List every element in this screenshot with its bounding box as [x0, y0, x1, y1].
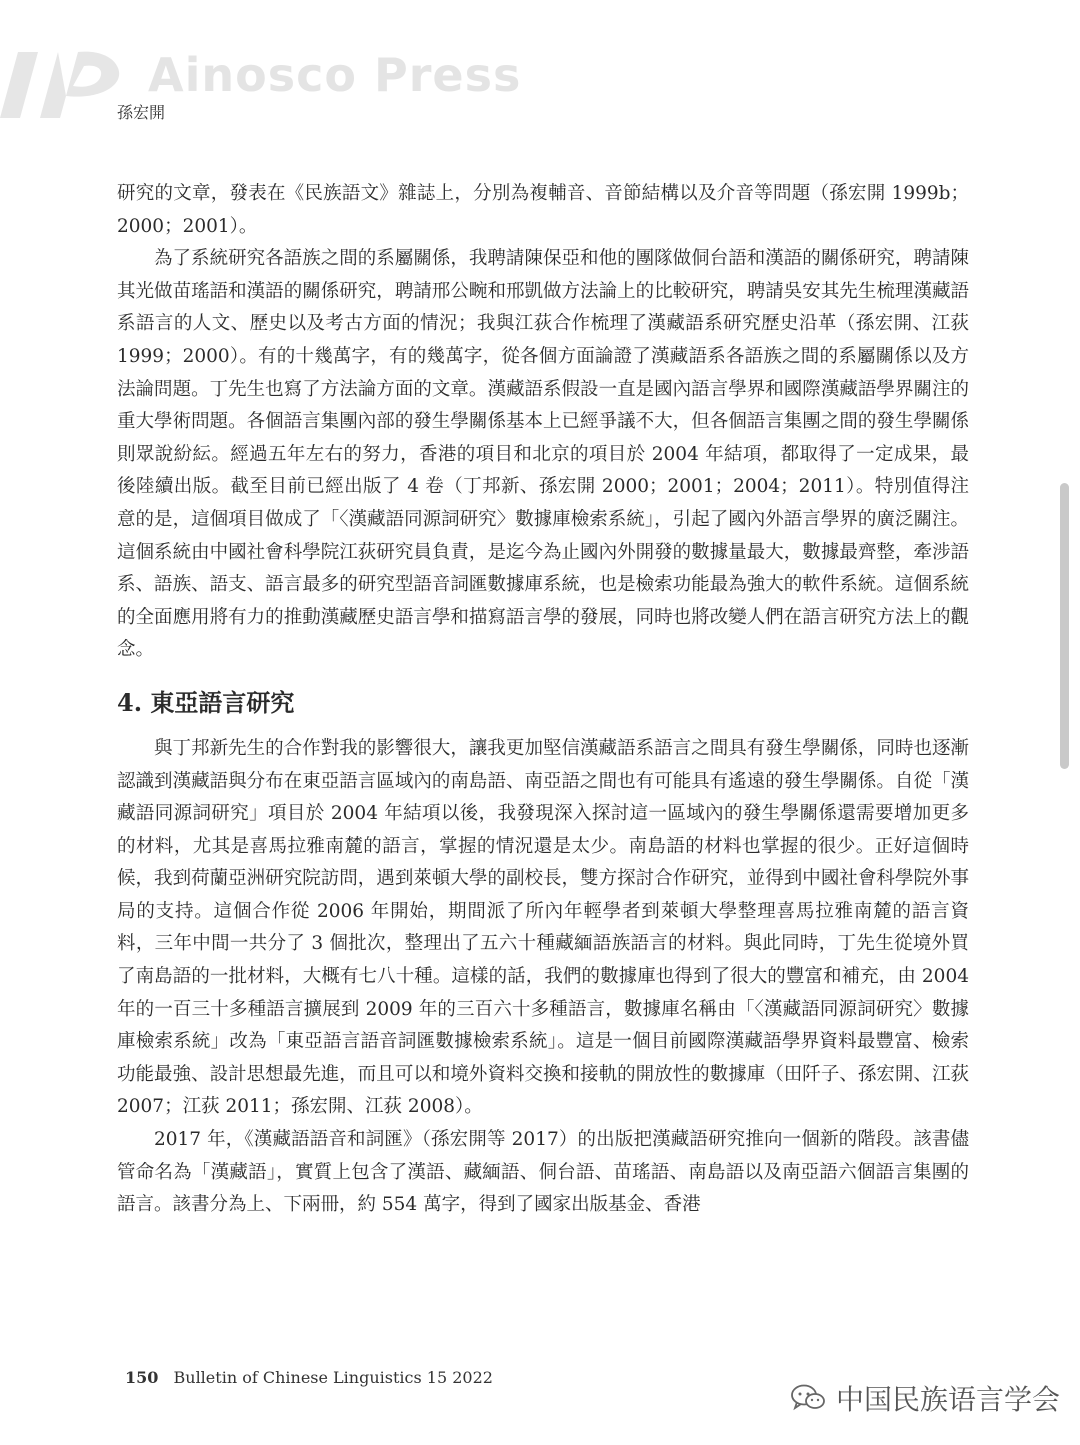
vertical-scrollbar-thumb[interactable]	[1060, 483, 1069, 769]
publisher-logo-text: Ainosco Press	[148, 48, 522, 102]
article-body	[117, 178, 969, 1222]
paragraph-3: 與丁邦新先生的合作對我的影響很大，讓我更加堅信漢藏語系語言之間具有發生學關係，同時也逐漸認識到漢藏語與分布在東亞語言區域內的南島語、南亞語之間也有可能具有遙遠的發生學關係。自從「漢藏語同源詞研究」項目於 2004 年結項以後，我發現深入探討這一區域內的發生學關係還需要增加更多的材料，尤其是喜馬拉雅南麓的語言，掌握的情況還是太少。南島語的材料也掌握的很少。正好這個時候，我到荷蘭亞洲研究院訪問，遇到萊頓大學的副校長，雙方探討合作研究，並得到中國社會科學院外事局的支持。這個合作從 2006 年開始，期間派了所內年輕學者到萊頓大學整理喜馬拉雅南麓的語言資料，三年中間一共分了 3 個批次，整理出了五六十種藏緬語族語言的材料。與此同時，丁先生從境外買了南島語的一批材料，大概有七八十種。這樣的話，我們的數據庫也得到了很大的豐富和補充，由 2004 年的一百三十多種語言擴展到 2009 年的三百六十多種語言，數據庫名稱由「〈漢藏語同源詞研究〉數據庫檢索系統」改為「東亞語言語音詞匯數據檢索系統」。這是一個目前國際漢藏語學界資料最豐富、檢索功能最強、設計思想最先進，而且可以和境外資料交換和接軌的開放性的數據庫（田阡子、孫宏開、江荻 2007；江荻 2011；孫宏開、江荻 2008）。	[117, 737, 969, 1118]
paragraph-4: 2017 年，《漢藏語語音和詞匯》（孫宏開等 2017）的出版把漢藏語研究推向一個新的階段。該書儘管命名為「漢藏語」，實質上包含了漢語、藏緬語、侗台語、苗瑤語、南島語以及南亞語六個語言集團的語言。該書分為上、下兩冊，約 554 萬字，得到了國家出版基金、香港	[117, 1129, 969, 1216]
paragraph-1: 研究的文章，發表在《民族語文》雜誌上，分別為複輔音、音節結構以及介音等問題（孫宏開 1999b；2000；2001）。	[117, 183, 969, 237]
wechat-icon	[790, 1383, 826, 1413]
page-footer	[125, 1368, 493, 1387]
paragraph-2: 為了系統研究各語族之間的系屬關係，我聘請陳保亞和他的團隊做侗台語和漢語的關係研究，聘請陳其光做苗瑤語和漢語的關係研究，聘請邢公畹和邢凱做方法論上的比較研究，聘請吳安其先生梳理漢藏語系語言的人文、歷史以及考古方面的情況；我與江荻合作梳理了漢藏語系研究歷史沿革（孫宏開、江荻 1999；2000）。有的十幾萬字，有的幾萬字，從各個方面論證了漢藏語系各語族之間的系屬關係以及方法論問題。丁先生也寫了方法論方面的文章。漢藏語系假設一直是國內語言學界和國際漢藏語學界關注的重大學術問題。各個語言集團內部的發生學關係基本上已經爭議不大，但各個語言集團之間的發生學關係則眾說紛紜。經過五年左右的努力，香港的項目和北京的項目於 2004 年結項，都取得了一定成果，最後陸續出版。截至目前已經出版了 4 卷（丁邦新、孫宏開 2000；2001；2004；2011）。特別值得注意的是，這個項目做成了「〈漢藏語同源詞研究〉數據庫檢索系統」，引起了國內外語言學界的廣泛關注。這個系統由中國社會科學院江荻研究員負責，是迄今為止國內外開發的數據量最大，數據最齊整，牽涉語系、語族、語支、語言最多的研究型語音詞匯數據庫系統，也是檢索功能最為強大的軟件系統。這個系統的全面應用將有力的推動漢藏歷史語言學和描寫語言學的發展，同時也將改變人們在語言研究方法上的觀念。	[117, 248, 969, 661]
running-head-author: 孫宏開	[117, 103, 166, 122]
page-number: 150	[125, 1368, 159, 1387]
watermark-account-name: 中国民族语言学会	[836, 1383, 1061, 1416]
journal-citation: Bulletin of Chinese Linguistics 15 2022	[173, 1368, 493, 1387]
section-heading: 4. 東亞語言研究	[117, 687, 295, 717]
wechat-watermark	[790, 1378, 1060, 1418]
